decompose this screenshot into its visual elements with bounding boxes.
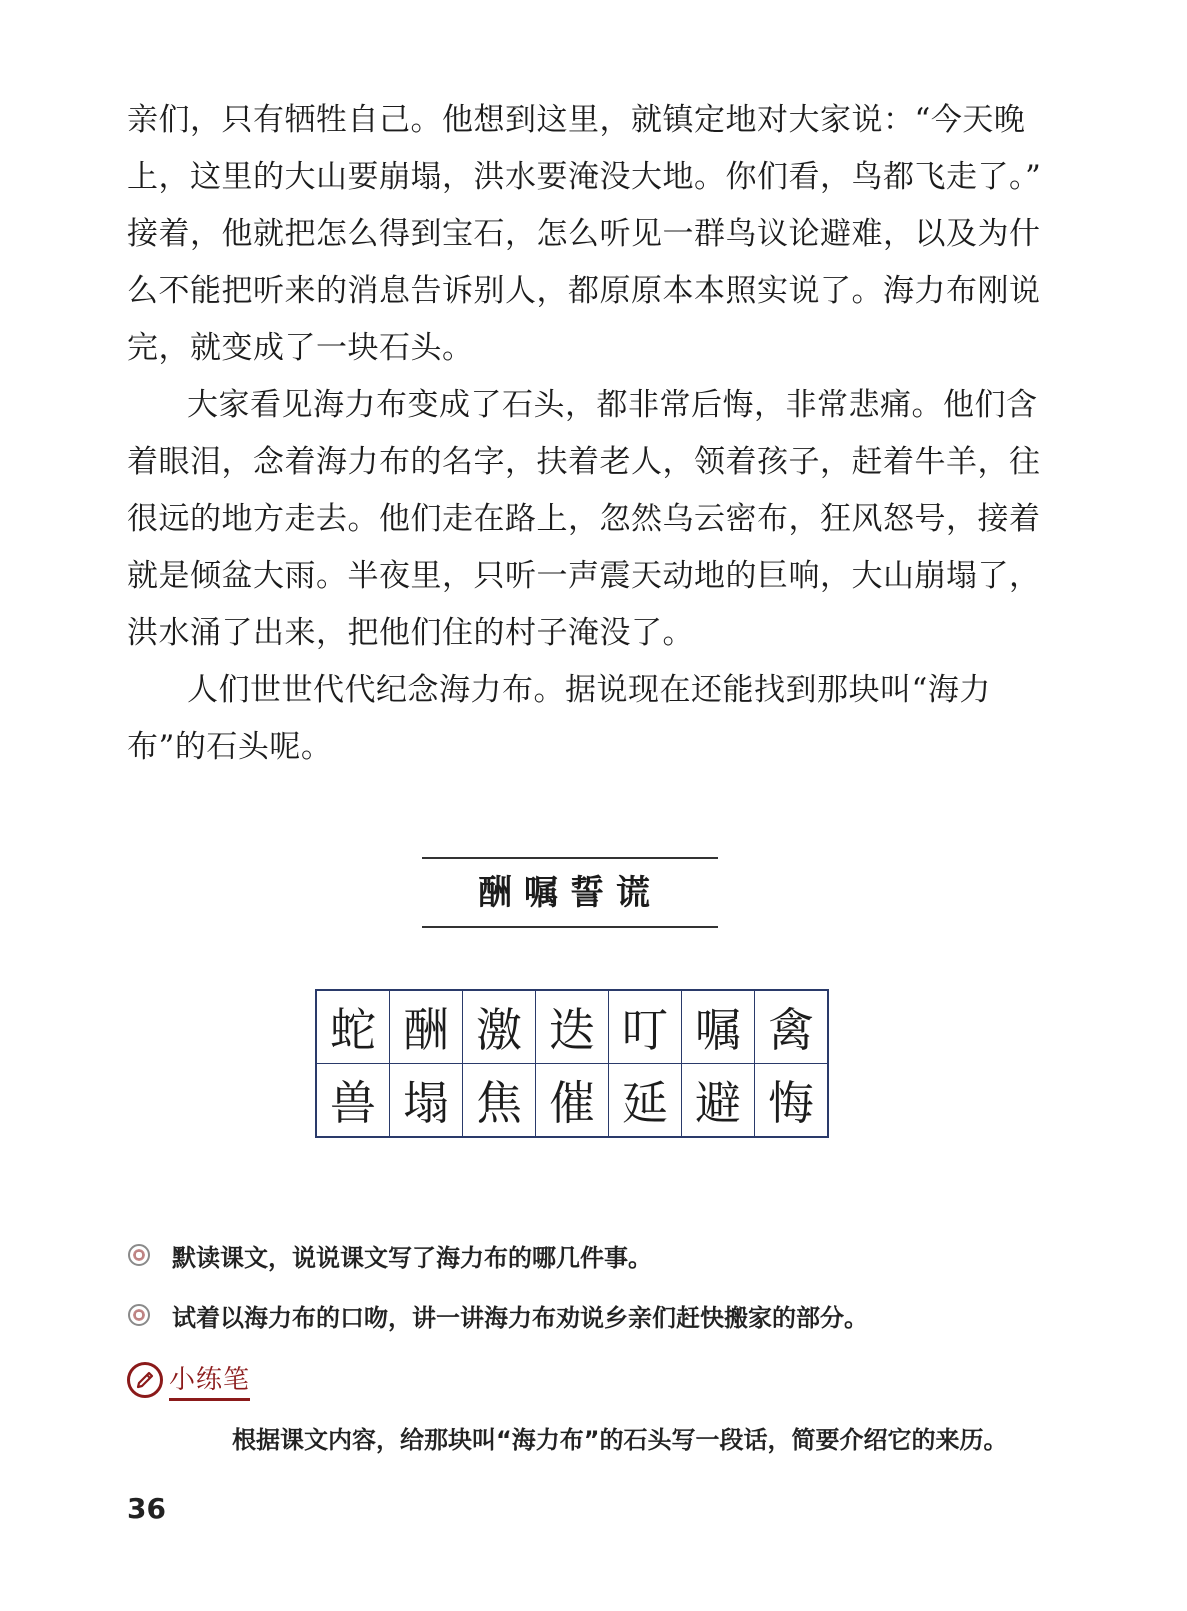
- text-line: 布”的石头呢。: [127, 729, 333, 765]
- question-text: 默读课文，说说课文写了海力布的哪几件事。: [172, 1243, 652, 1272]
- character-cell: 嘱: [682, 990, 755, 1064]
- practice-header: [127, 1358, 250, 1402]
- question-text: 试着以海力布的口吻，讲一讲海力布劝说乡亲们赶快搬家的部分。: [172, 1303, 868, 1332]
- title-rule-top: [422, 857, 718, 859]
- character-cell: 悔: [755, 1064, 829, 1138]
- text-line: 完，就变成了一块石头。: [127, 330, 474, 366]
- practice-label: 小练笔: [169, 1359, 250, 1401]
- text-line: 洪水涌了出来，把他们住的村子淹没了。: [127, 615, 694, 651]
- text-line: 很远的地方走去。他们走在路上，忽然乌云密布，狂风怒号，接着: [127, 501, 1041, 537]
- text-line: 大家看见海力布变成了石头，都非常后悔，非常悲痛。他们含: [187, 387, 1038, 423]
- character-cell: 延: [609, 1064, 682, 1138]
- character-cell: 塌: [390, 1064, 463, 1138]
- character-cell: 禽: [755, 990, 829, 1064]
- text-line: 上，这里的大山要崩塌，洪水要淹没大地。你们看，鸟都飞走了。”: [127, 159, 1042, 195]
- character-grid: [315, 989, 829, 1138]
- practice-prompt: 根据课文内容，给那块叫“海力布”的石头写一段话，简要介绍它的来历。: [232, 1426, 1008, 1454]
- text-line: 就是倾盆大雨。半夜里，只听一声震天动地的巨响，大山崩塌了，: [127, 558, 1041, 594]
- character-row: [316, 990, 828, 1064]
- story-text: [127, 92, 1042, 776]
- rosette-bullet-icon: [128, 1304, 150, 1326]
- character-cell: 兽: [316, 1064, 390, 1138]
- character-cell: 酬: [390, 990, 463, 1064]
- character-cell: 叮: [609, 990, 682, 1064]
- text-line: 接着，他就把怎么得到宝石，怎么听见一群鸟议论避难，以及为什: [127, 216, 1041, 252]
- character-cell: 催: [536, 1064, 609, 1138]
- character-cell: 蛇: [316, 990, 390, 1064]
- question-item: [128, 1295, 868, 1335]
- text-line: 人们世世代代纪念海力布。据说现在还能找到那块叫“海力: [187, 672, 991, 708]
- section-title: 酬嘱誓谎: [478, 873, 662, 913]
- character-row: [316, 1064, 828, 1138]
- character-cell: 焦: [463, 1064, 536, 1138]
- rosette-bullet-icon: [128, 1244, 150, 1266]
- character-cell: 迭: [536, 990, 609, 1064]
- title-rule-bottom: [422, 926, 718, 928]
- text-line: 着眼泪，念着海力布的名字，扶着老人，领着孩子，赶着牛羊，往: [127, 444, 1041, 480]
- text-line: 么不能把听来的消息告诉别人，都原原本本照实说了。海力布刚说: [127, 273, 1041, 309]
- page-number: 36: [127, 1492, 166, 1525]
- text-line: 亲们，只有牺牲自己。他想到这里，就镇定地对大家说：“今天晚: [127, 102, 1026, 138]
- character-cell: 避: [682, 1064, 755, 1138]
- character-cell: 激: [463, 990, 536, 1064]
- pen-icon: [127, 1362, 163, 1398]
- question-item: [128, 1235, 652, 1275]
